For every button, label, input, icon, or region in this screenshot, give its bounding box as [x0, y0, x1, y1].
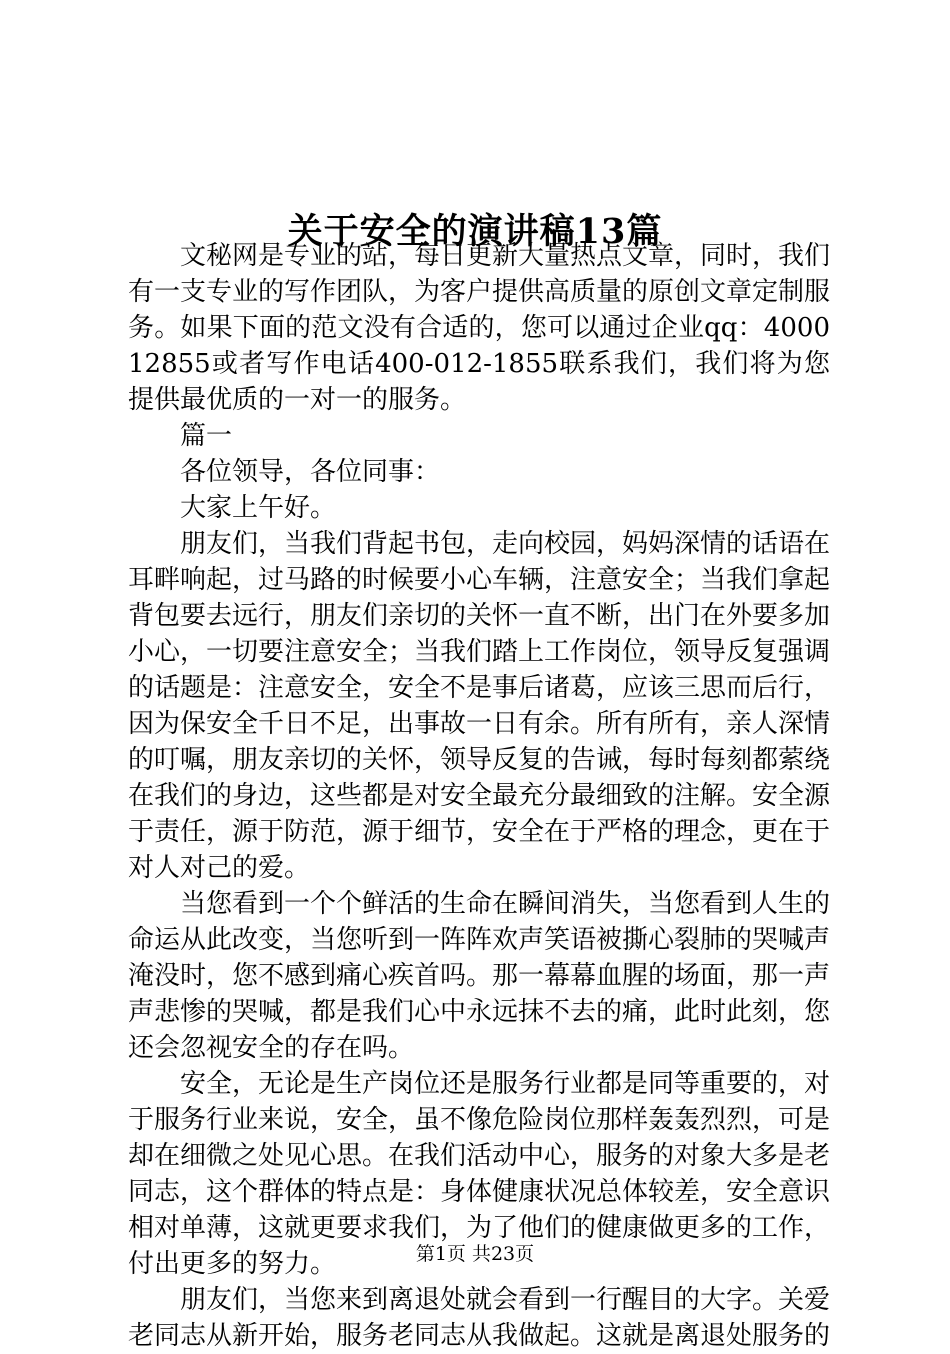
- body-paragraph: 当您看到一个个鲜活的生命在瞬间消失，当您看到人生的命运从此改变，当您听到一阵阵欢声笑语被撕心裂肺的哭喊声淹没时，您不感到痛心疾首吗。那一幕幕血腥的场面，那一声声悲惨的哭喊，都是我们心中永远抹不去的痛，此时此刻，您还会忽视安全的存在吗。: [128, 889, 831, 1063]
- body-paragraph: 朋友们，当我们背起书包，走向校园，妈妈深情的话语在耳畔响起，过马路的时候要小心车辆，注意安全；当我们拿起背包要去远行，朋友们亲切的关怀一直不断，出门在外要多加小心，一切要注意安全；当我们踏上工作岗位，领导反复强调的话题是：注意安全，安全不是事后诸葛，应该三思而后行，因为保安全千日不足，出事故一日有余。所有所有，亲人深情的叮嘱，朋友亲切的关怀，领导反复的告诫，每时每刻都萦绕在我们的身边，这些都是对安全最充分最细致的注解。安全源于责任，源于防范，源于细节，安全在于严格的理念，更在于对人对己的爱。: [128, 529, 831, 883]
- greeting: 大家上午好。: [180, 493, 337, 523]
- salutation: 各位领导，各位同事：: [180, 457, 441, 487]
- document-title: 关于安全的演讲稿13篇: [287, 211, 663, 253]
- body-paragraph: 安全，无论是生产岗位还是服务行业都是同等重要的，对于服务行业来说，安全，虽不像危险岗位那样轰轰烈烈，可是却在细微之处见心思。在我们活动中心，服务的对象大多是老同志，这个群体的特点是：身体健康状况总体较差，安全意识相对单薄，这就更要求我们，为了他们的健康做更多的工作，付出更多的努力。: [128, 1069, 831, 1279]
- body-paragraph: 朋友们，当您来到离退处就会看到一行醒目的大字。关爱老同志从新开始，服务老同志从我做起。这就是离退处服务的: [128, 1285, 831, 1351]
- document-body: [128, 238, 830, 1354]
- intro-paragraph: 文秘网是专业的站，每日更新大量热点文章，同时，我们有一支专业的写作团队，为客户提供高质量的原创文章定制服务。如果下面的范文没有合适的，您可以通过企业qq：400012855或者写作电话400-012-1855联系我们，我们将为您提供最优质的一对一的服务。: [128, 241, 831, 415]
- section-heading: 篇一: [180, 421, 233, 451]
- page-number-footer: 第1页 共23页: [415, 1243, 535, 1265]
